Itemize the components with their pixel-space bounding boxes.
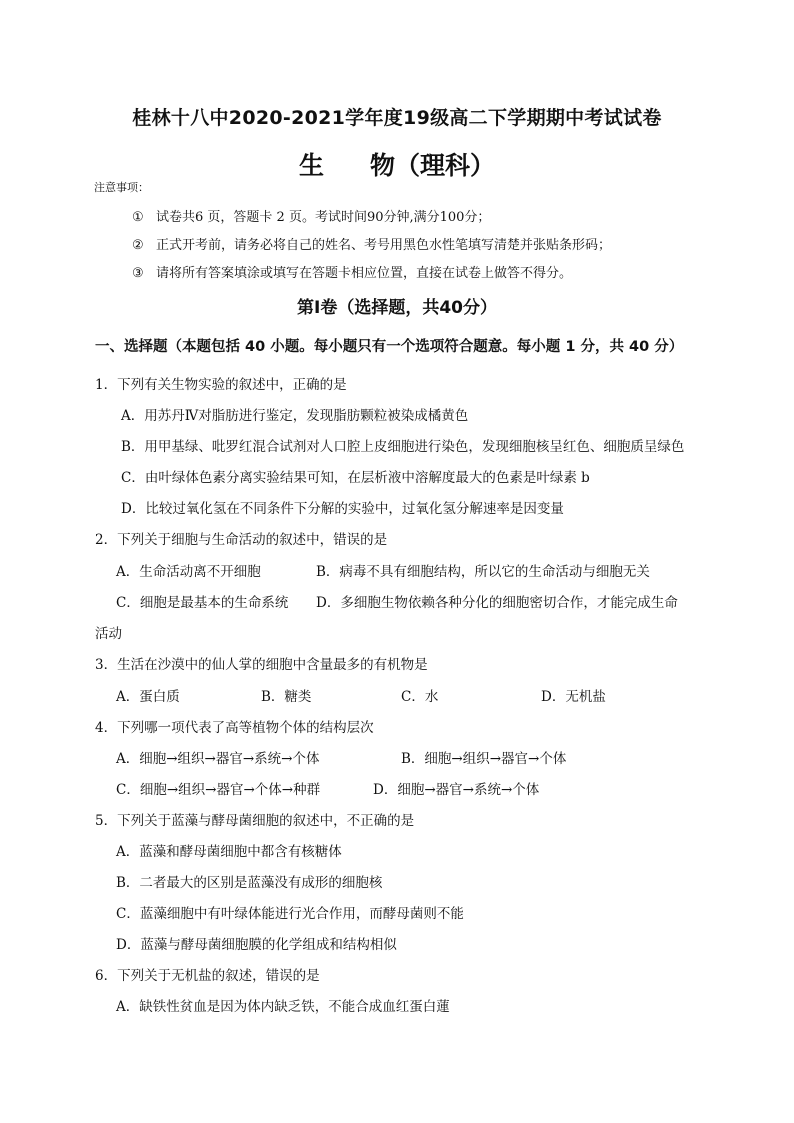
question-stem: 5．下列关于蓝藻与酵母菌细胞的叙述中，不正确的是 <box>95 813 415 829</box>
notice-item <box>132 206 490 225</box>
answer-option: B．糖类 <box>261 689 312 705</box>
answer-option: A．蛋白质 <box>116 689 180 705</box>
question-stem: 1．下列有关生物实验的叙述中，正确的是 <box>95 377 347 393</box>
answer-option: B．用甲基绿、吡罗红混合试剂对人口腔上皮细胞进行染色，发现细胞核呈红色、细胞质呈绿色 <box>121 439 685 455</box>
question-stem: 2．下列关于细胞与生命活动的叙述中，错误的是 <box>95 532 388 548</box>
answer-option: C．蓝藻细胞中有叶绿体能进行光合作用，而酵母菌则不能 <box>116 906 464 922</box>
question-stem: 3．生活在沙漠中的仙人掌的细胞中含量最多的有机物是 <box>95 657 428 673</box>
answer-option: B．病毒不具有细胞结构，所以它的生命活动与细胞无关 <box>316 564 650 580</box>
notice-heading: 注意事项： <box>94 181 149 194</box>
answer-option: D．无机盐 <box>541 689 606 705</box>
answer-option: B．二者最大的区别是蓝藻没有成形的细胞核 <box>116 875 383 891</box>
subject-title-part-1: 生 <box>298 151 324 180</box>
notice-mark: ③ <box>132 266 144 281</box>
answer-option: D．比较过氧化氢在不同条件下分解的实验中，过氧化氢分解速率是因变量 <box>121 501 564 517</box>
answer-option: A．蓝藻和酵母菌细胞中都含有核糖体 <box>116 844 342 860</box>
notice-text: 试卷共6 页，答题卡 2 页。考试时间90分钟,满分100分； <box>156 210 491 225</box>
part-title: 一、选择题（本题包括 40 小题。每小题只有一个选项符合题意。每小题 1 分，共 40 分） <box>95 339 684 355</box>
answer-option: A．缺铁性贫血是因为体内缺乏铁，不能合成血红蛋白蓮 <box>116 999 450 1015</box>
answer-option: C．由叶绿体色素分离实验结果可知，在层析液中溶解度最大的色素是叶绿素 b <box>121 470 590 486</box>
section-title: 第Ⅰ卷（选择题，共40分） <box>297 298 497 318</box>
notice-mark: ② <box>132 238 144 253</box>
notice-mark: ① <box>132 210 144 225</box>
notice-item <box>132 234 611 253</box>
exam-title: 桂林十八中2020-2021学年度19级高二下学期期中考试试卷 <box>132 107 662 129</box>
answer-option: C．细胞是最基本的生命系统 <box>116 595 289 611</box>
answer-option: C．水 <box>401 689 439 705</box>
answer-option: D．多细胞生物依赖各种分化的细胞密切合作，才能完成生命 <box>316 595 678 611</box>
subject-title-part-2: 物（理科） <box>370 151 496 180</box>
answer-option: D．细胞→器官→系统→个体 <box>373 782 540 798</box>
notice-text: 正式开考前，请务必将自己的姓名、考号用黑色水性笔填写清楚并张贴条形码； <box>156 238 612 253</box>
answer-option: D．蓝藻与酵母菌细胞膜的化学组成和结构相似 <box>116 937 397 953</box>
notice-text: 请将所有答案填涂或填写在答题卡相应位置，直接在试卷上做答不得分。 <box>156 266 573 281</box>
subject-title <box>0 146 794 182</box>
question-stem: 6．下列关于无机盐的叙述，错误的是 <box>95 968 320 984</box>
question-stem: 4．下列哪一项代表了高等植物个体的结构层次 <box>95 720 374 736</box>
answer-option: A．细胞→组织→器官→系统→个体 <box>116 751 320 767</box>
answer-option: C．细胞→组织→器官→个体→种群 <box>116 782 321 798</box>
answer-option: B．细胞→组织→器官→个体 <box>401 751 567 767</box>
answer-option: A．用苏丹Ⅳ对脂肪进行鉴定，发现脂肪颗粒被染成橘黄色 <box>121 408 469 424</box>
notice-item <box>132 262 572 281</box>
answer-option: A．生命活动离不开细胞 <box>116 564 261 580</box>
answer-option-continued: 活动 <box>95 626 122 642</box>
